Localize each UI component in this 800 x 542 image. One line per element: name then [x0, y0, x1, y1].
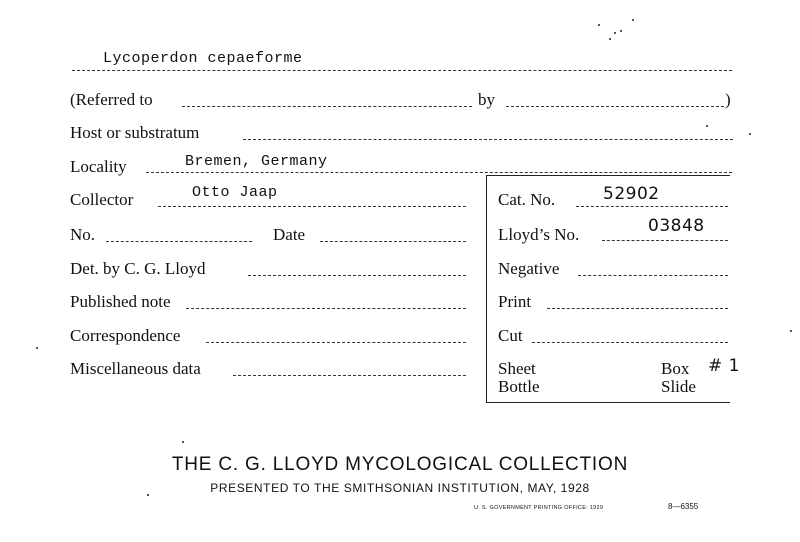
- host-line: [243, 139, 733, 140]
- scan-speck: [790, 330, 792, 332]
- correspondence-label: Correspondence: [70, 326, 181, 345]
- box-label: Box: [661, 359, 690, 378]
- close-paren: ): [725, 90, 731, 109]
- cut-line: [532, 342, 728, 343]
- by-label: by: [478, 90, 495, 109]
- by-line: [506, 106, 724, 107]
- box-top-border: [486, 175, 730, 176]
- misc-data-label: Miscellaneous data: [70, 359, 201, 378]
- date-label: Date: [273, 225, 306, 244]
- scan-speck: [614, 32, 616, 34]
- date-line: [320, 241, 466, 242]
- box-bottom-border: [486, 402, 730, 403]
- collector-label: Collector: [70, 190, 134, 209]
- published-note-line: [186, 308, 466, 309]
- locality-line: [146, 172, 732, 173]
- published-note-label: Published note: [70, 292, 171, 311]
- cat-no-label: Cat. No.: [498, 190, 556, 209]
- scan-speck: [36, 347, 38, 349]
- negative-label: Negative: [498, 259, 560, 278]
- host-label: Host or substratum: [70, 123, 200, 142]
- negative-line: [578, 275, 728, 276]
- box-left-border: [486, 175, 487, 403]
- locality-label: Locality: [70, 157, 127, 176]
- scan-speck: [749, 133, 751, 135]
- scan-speck: [620, 30, 622, 32]
- slide-label: Slide: [661, 377, 696, 396]
- collection-title: THE C. G. LLOYD MYCOLOGICAL COLLECTION: [171, 454, 629, 475]
- scan-speck: [609, 38, 611, 40]
- referred-to-label: (Referred to: [70, 90, 153, 109]
- specimen-name: Lycoperdon cepaeforme: [103, 50, 303, 67]
- scan-speck: [147, 494, 149, 496]
- form-number: 8—6355: [668, 502, 699, 511]
- correspondence-line: [206, 342, 466, 343]
- lloyds-no-line: [602, 240, 728, 241]
- print-line: [547, 308, 728, 309]
- scan-speck: [632, 19, 634, 21]
- cat-no-value: 52902: [603, 184, 660, 204]
- collector-value: Otto Jaap: [192, 184, 278, 201]
- box-value: # 1: [708, 356, 740, 376]
- scan-speck: [598, 24, 600, 26]
- no-label: No.: [70, 225, 96, 244]
- sheet-label: Sheet: [498, 359, 536, 378]
- locality-value: Bremen, Germany: [185, 153, 328, 170]
- lloyds-no-value: 03848: [648, 216, 705, 236]
- misc-data-line: [233, 375, 466, 376]
- scan-speck: [706, 125, 708, 127]
- name-line: [72, 70, 732, 71]
- collector-line: [158, 206, 466, 207]
- no-line: [106, 241, 252, 242]
- cat-no-line: [576, 206, 728, 207]
- printing-office-note: U. S. GOVERNMENT PRINTING OFFICE: 1929: [474, 505, 604, 511]
- bottle-label: Bottle: [498, 377, 540, 396]
- lloyds-no-label: Lloyd’s No.: [498, 225, 580, 244]
- print-label: Print: [498, 292, 532, 311]
- referred-to-line: [182, 106, 472, 107]
- scan-speck: [182, 441, 184, 443]
- det-by-line: [248, 275, 466, 276]
- det-by-label: Det. by C. G. Lloyd: [70, 259, 206, 278]
- collection-subtitle: PRESENTED TO THE SMITHSONIAN INSTITUTION, MAY, 1928: [210, 481, 590, 495]
- cut-label: Cut: [498, 326, 523, 345]
